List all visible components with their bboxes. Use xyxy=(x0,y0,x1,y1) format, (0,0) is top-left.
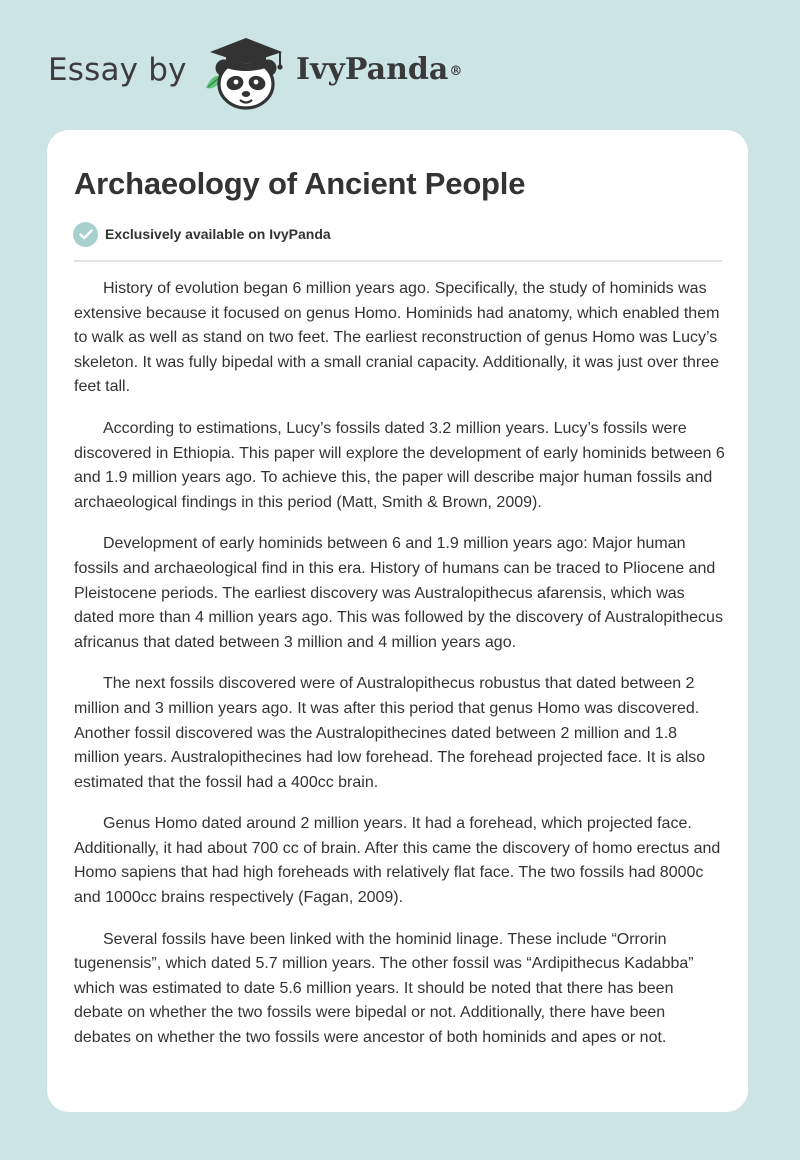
essay-body xyxy=(74,277,726,1068)
title-divider xyxy=(74,260,722,262)
panda-graduate-icon xyxy=(200,34,292,110)
essay-by-label: Essay by xyxy=(48,52,187,88)
brand-name xyxy=(296,50,462,90)
registered-mark: ® xyxy=(449,64,463,79)
paragraph-3: Development of early hominids between 6 and 1.9 million years ago: Major human fossils and archaeological find in this era. History of humans can be traced to Pliocene and Pleistocene periods. The earliest discovery was Australopithecus afarensis, which was dated more than 4 million years ago. This was followed by the discovery of Australopithecus africanus that dated between 3 million and 4 million years ago. xyxy=(74,535,723,651)
essay-card xyxy=(47,130,748,1112)
paragraph-2: According to estimations, Lucy’s fossils dated 3.2 million years. Lucy’s fossils were discovered in Ethiopia. This paper will explore the development of early hominids between 6 and 1.9 million years ago. To achieve this, the paper will describe major human fossils and archaeological findings in this period (Matt, Smith & Brown, 2009). xyxy=(74,419,725,511)
paragraph-1: History of evolution began 6 million years ago. Specifically, the study of hominids was extensive because it focused on genus Homo. Hominids had anatomy, which enabled them to walk as well as stand on two feet. The earliest reconstruction of genus Homo was Lucy’s skeleton. It was fully bipedal with a small cranial capacity. Additionally, it was just over three feet tall. xyxy=(74,280,720,396)
check-icon xyxy=(73,222,98,247)
brand-text: IvyPanda xyxy=(296,52,449,87)
site-header xyxy=(0,0,800,130)
exclusive-label: Exclusively available on IvyPanda xyxy=(105,226,331,242)
page-title: Archaeology of Ancient People xyxy=(74,166,526,201)
exclusive-badge xyxy=(73,221,331,247)
paragraph-6: Several fossils have been linked with the hominid linage. These include “Orrorin tugenensis”, which dated 5.7 million years. The other fossil was “Ardipithecus Kadabba” which was estimated to date 5.6 million years. It should be noted that there has been debate on whether the two fossils were bipedal or not. Additionally, there have been debates on whether the two fossils were ancestor of both hominids and apes or not. xyxy=(74,930,694,1047)
paragraph-4: The next fossils discovered were of Australopithecus robustus that dated between 2 million and 3 million years ago. It was after this period that genus Homo was discovered. Another fossil discovered was the Australopithecines dated between 2 million and 1.8 million years. Australopithecines had low forehead. The forehead projected face. It is also estimated that the fossil had a 400cc brain. xyxy=(74,675,706,791)
paragraph-5: Genus Homo dated around 2 million years. It had a forehead, which projected face. Additionally, it had about 700 cc of brain. After this came the discovery of homo erectus and Homo sapiens that had high foreheads with relatively flat face. The two fossils had 8000c and 1000cc brains respectively (Fagan, 2009). xyxy=(74,815,721,907)
